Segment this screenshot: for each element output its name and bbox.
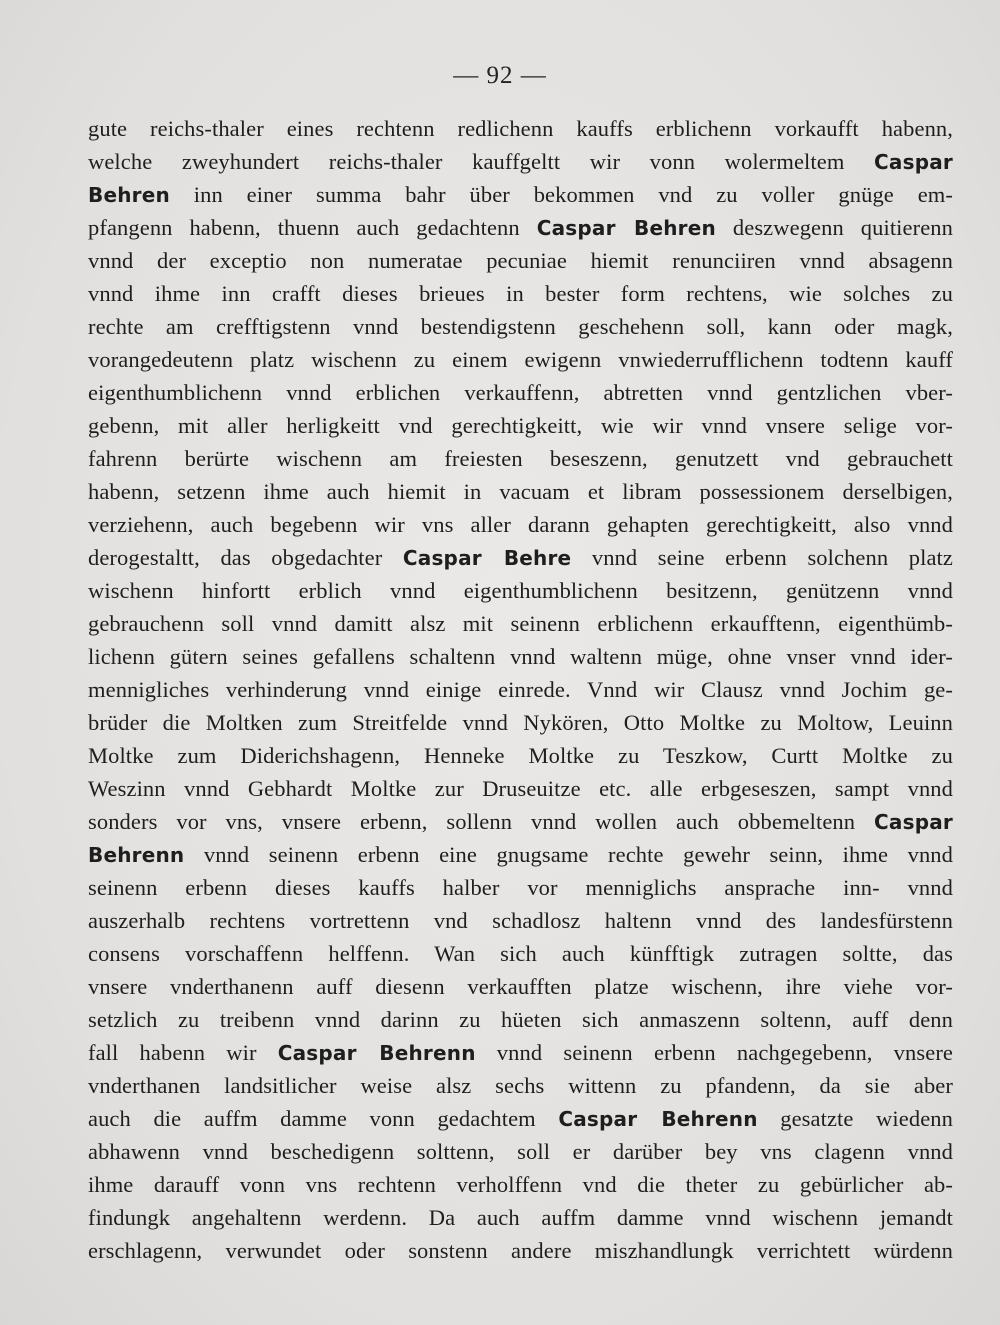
- text-line: [88, 673, 953, 706]
- text-line: [88, 145, 953, 178]
- text-segment: vnsere vnderthanenn auff diesenn verkaufften platze wischenn, ihre viehe vor-: [88, 974, 953, 999]
- text-segment: vnnd seinenn erbenn eine gnugsame rechte gewehr seinn, ihme vnnd: [184, 842, 953, 867]
- text-line: [88, 574, 953, 607]
- text-segment: abhawenn vnnd beschedigenn solttenn, soll er darüber bey vns clagenn vnnd: [88, 1139, 953, 1164]
- text-line: [88, 1102, 953, 1135]
- body-text: [88, 112, 953, 1267]
- text-segment: vnnd seine erbenn solchenn platz: [571, 545, 953, 570]
- text-segment: auszerhalb rechtens vortrettenn vnd schadlosz haltenn vnnd des landesfürstenn: [88, 908, 953, 933]
- text-line: [88, 409, 953, 442]
- text-line: [88, 1234, 953, 1267]
- text-segment: fahrenn berürte wischenn am freiesten beseszenn, genutzett vnd gebrauchett: [88, 446, 953, 471]
- text-line: [88, 640, 953, 673]
- text-line: [88, 376, 953, 409]
- person-name: Caspar Behren: [536, 216, 716, 240]
- text-segment: rechte am crefftigstenn vnnd bestendigstenn geschehenn soll, kann oder magk,: [88, 314, 953, 339]
- person-name: Behren: [88, 183, 170, 207]
- page-number: — 92 —: [453, 62, 547, 89]
- text-line: [88, 1003, 953, 1036]
- text-line: [88, 178, 953, 211]
- text-segment: vnnd seinenn erbenn nachgegebenn, vnsere: [475, 1040, 954, 1065]
- text-segment: welche zweyhundert reichs-thaler kauffgeltt wir vonn wolermeltem: [88, 149, 875, 174]
- text-line: [88, 1135, 953, 1168]
- text-segment: habenn, setzenn ihme auch hiemit in vacuam et libram possessionem derselbigen,: [88, 479, 953, 504]
- text-segment: setzlich zu treibenn vnnd darinn zu hüeten sich anmaszenn soltenn, auff denn: [88, 1007, 953, 1032]
- text-segment: brüder die Moltken zum Streitfelde vnnd Nykören, Otto Moltke zu Moltow, Leuinn: [88, 710, 953, 735]
- text-line: [88, 904, 953, 937]
- text-segment: verziehenn, auch begebenn wir vns aller darann gehapten gerechtigkeitt, also vnnd: [88, 512, 953, 537]
- text-line: [88, 1168, 953, 1201]
- text-segment: vnnd der exceptio non numeratae pecuniae hiemit renunciiren vnnd absagenn: [88, 248, 953, 273]
- text-line: [88, 343, 953, 376]
- person-name: Caspar Behrenn: [277, 1041, 476, 1065]
- text-segment: ihme darauff vonn vns rechtenn verholffenn vnd die theter zu gebürlicher ab-: [88, 1172, 953, 1197]
- text-line: [88, 838, 953, 871]
- text-line: [88, 970, 953, 1003]
- text-segment: consens vorschaffenn helffenn. Wan sich auch künfftigk zutragen soltte, das: [88, 941, 953, 966]
- text-segment: vorangedeutenn platz wischenn zu einem ewigenn vnwiederrufflichenn todtenn kauff: [88, 347, 953, 372]
- text-segment: findungk angehaltenn werdenn. Da auch auffm damme vnnd wischenn jemandt: [88, 1205, 953, 1230]
- text-line: [88, 1036, 953, 1069]
- text-segment: wischenn hinfortt erblich vnnd eigenthumblichenn besitzenn, genützenn vnnd: [88, 578, 953, 603]
- text-segment: erschlagenn, verwundet oder sonstenn andere miszhandlungk verrichtett würdenn: [88, 1238, 953, 1263]
- text-line: [88, 310, 953, 343]
- person-name: Caspar Behrenn: [558, 1107, 758, 1131]
- text-segment: vnderthanen landsitlicher weise alsz sechs wittenn zu pfandenn, da sie aber: [88, 1073, 953, 1098]
- text-line: [88, 805, 953, 838]
- text-segment: derogestaltt, das obgedachter: [88, 545, 403, 570]
- text-segment: gebenn, mit aller herligkeitt vnd gerechtigkeitt, wie wir vnnd vnsere selige vor-: [88, 413, 953, 438]
- text-segment: gebrauchenn soll vnnd damitt alsz mit seinenn erblichenn erkaufftenn, eigenthümb-: [88, 611, 953, 636]
- text-segment: Weszinn vnnd Gebhardt Moltke zur Druseuitze etc. alle erbgeseszen, sampt vnnd: [88, 776, 953, 801]
- text-segment: sonders vor vns, vnsere erbenn, sollenn vnnd wollen auch obbemeltenn: [88, 809, 875, 834]
- text-segment: Moltke zum Diderichshagenn, Henneke Moltke zu Teszkow, Curtt Moltke zu: [88, 743, 953, 768]
- text-line: [88, 508, 953, 541]
- text-line: [88, 706, 953, 739]
- text-line: [88, 739, 953, 772]
- text-segment: lichenn gütern seines gefallens schaltenn vnnd waltenn müge, ohne vnser vnnd ider-: [88, 644, 953, 669]
- person-name: Behrenn: [88, 843, 185, 867]
- text-segment: pfangenn habenn, thuenn auch gedachtenn: [88, 215, 537, 240]
- text-line: [88, 475, 953, 508]
- person-name: Caspar: [874, 810, 953, 834]
- text-segment: vnnd ihme inn crafft dieses brieues in bester form rechtens, wie solches zu: [88, 281, 953, 306]
- text-segment: gesatzte wiedenn: [757, 1106, 953, 1131]
- text-segment: seinenn erbenn dieses kauffs halber vor menniglichs ansprache inn- vnnd: [88, 875, 953, 900]
- text-line: [88, 1201, 953, 1234]
- text-segment: eigenthumblichenn vnnd erblichen verkauffenn, abtretten vnnd gentzlichen vber-: [88, 380, 953, 405]
- person-name: Caspar Behre: [402, 546, 572, 570]
- text-line: [88, 607, 953, 640]
- text-line: [88, 871, 953, 904]
- text-line: [88, 772, 953, 805]
- text-segment: fall habenn wir: [88, 1040, 278, 1065]
- text-line: [88, 211, 953, 244]
- text-segment: auch die auffm damme vonn gedachtem: [88, 1106, 559, 1131]
- person-name: Caspar: [874, 150, 953, 174]
- text-line: [88, 277, 953, 310]
- text-line: [88, 244, 953, 277]
- text-segment: mennigliches verhinderung vnnd einige einrede. Vnnd wir Clausz vnnd Jochim ge-: [88, 677, 953, 702]
- text-segment: deszwegenn quitierenn: [715, 215, 953, 240]
- text-segment: inn einer summa bahr über bekommen vnd zu voller gnüge em-: [169, 182, 953, 207]
- text-line: [88, 442, 953, 475]
- text-line: [88, 112, 953, 145]
- text-segment: gute reichs-thaler eines rechtenn redlichenn kauffs erblichenn vorkaufft habenn,: [88, 116, 953, 141]
- text-line: [88, 937, 953, 970]
- text-line: [88, 1069, 953, 1102]
- text-line: [88, 541, 953, 574]
